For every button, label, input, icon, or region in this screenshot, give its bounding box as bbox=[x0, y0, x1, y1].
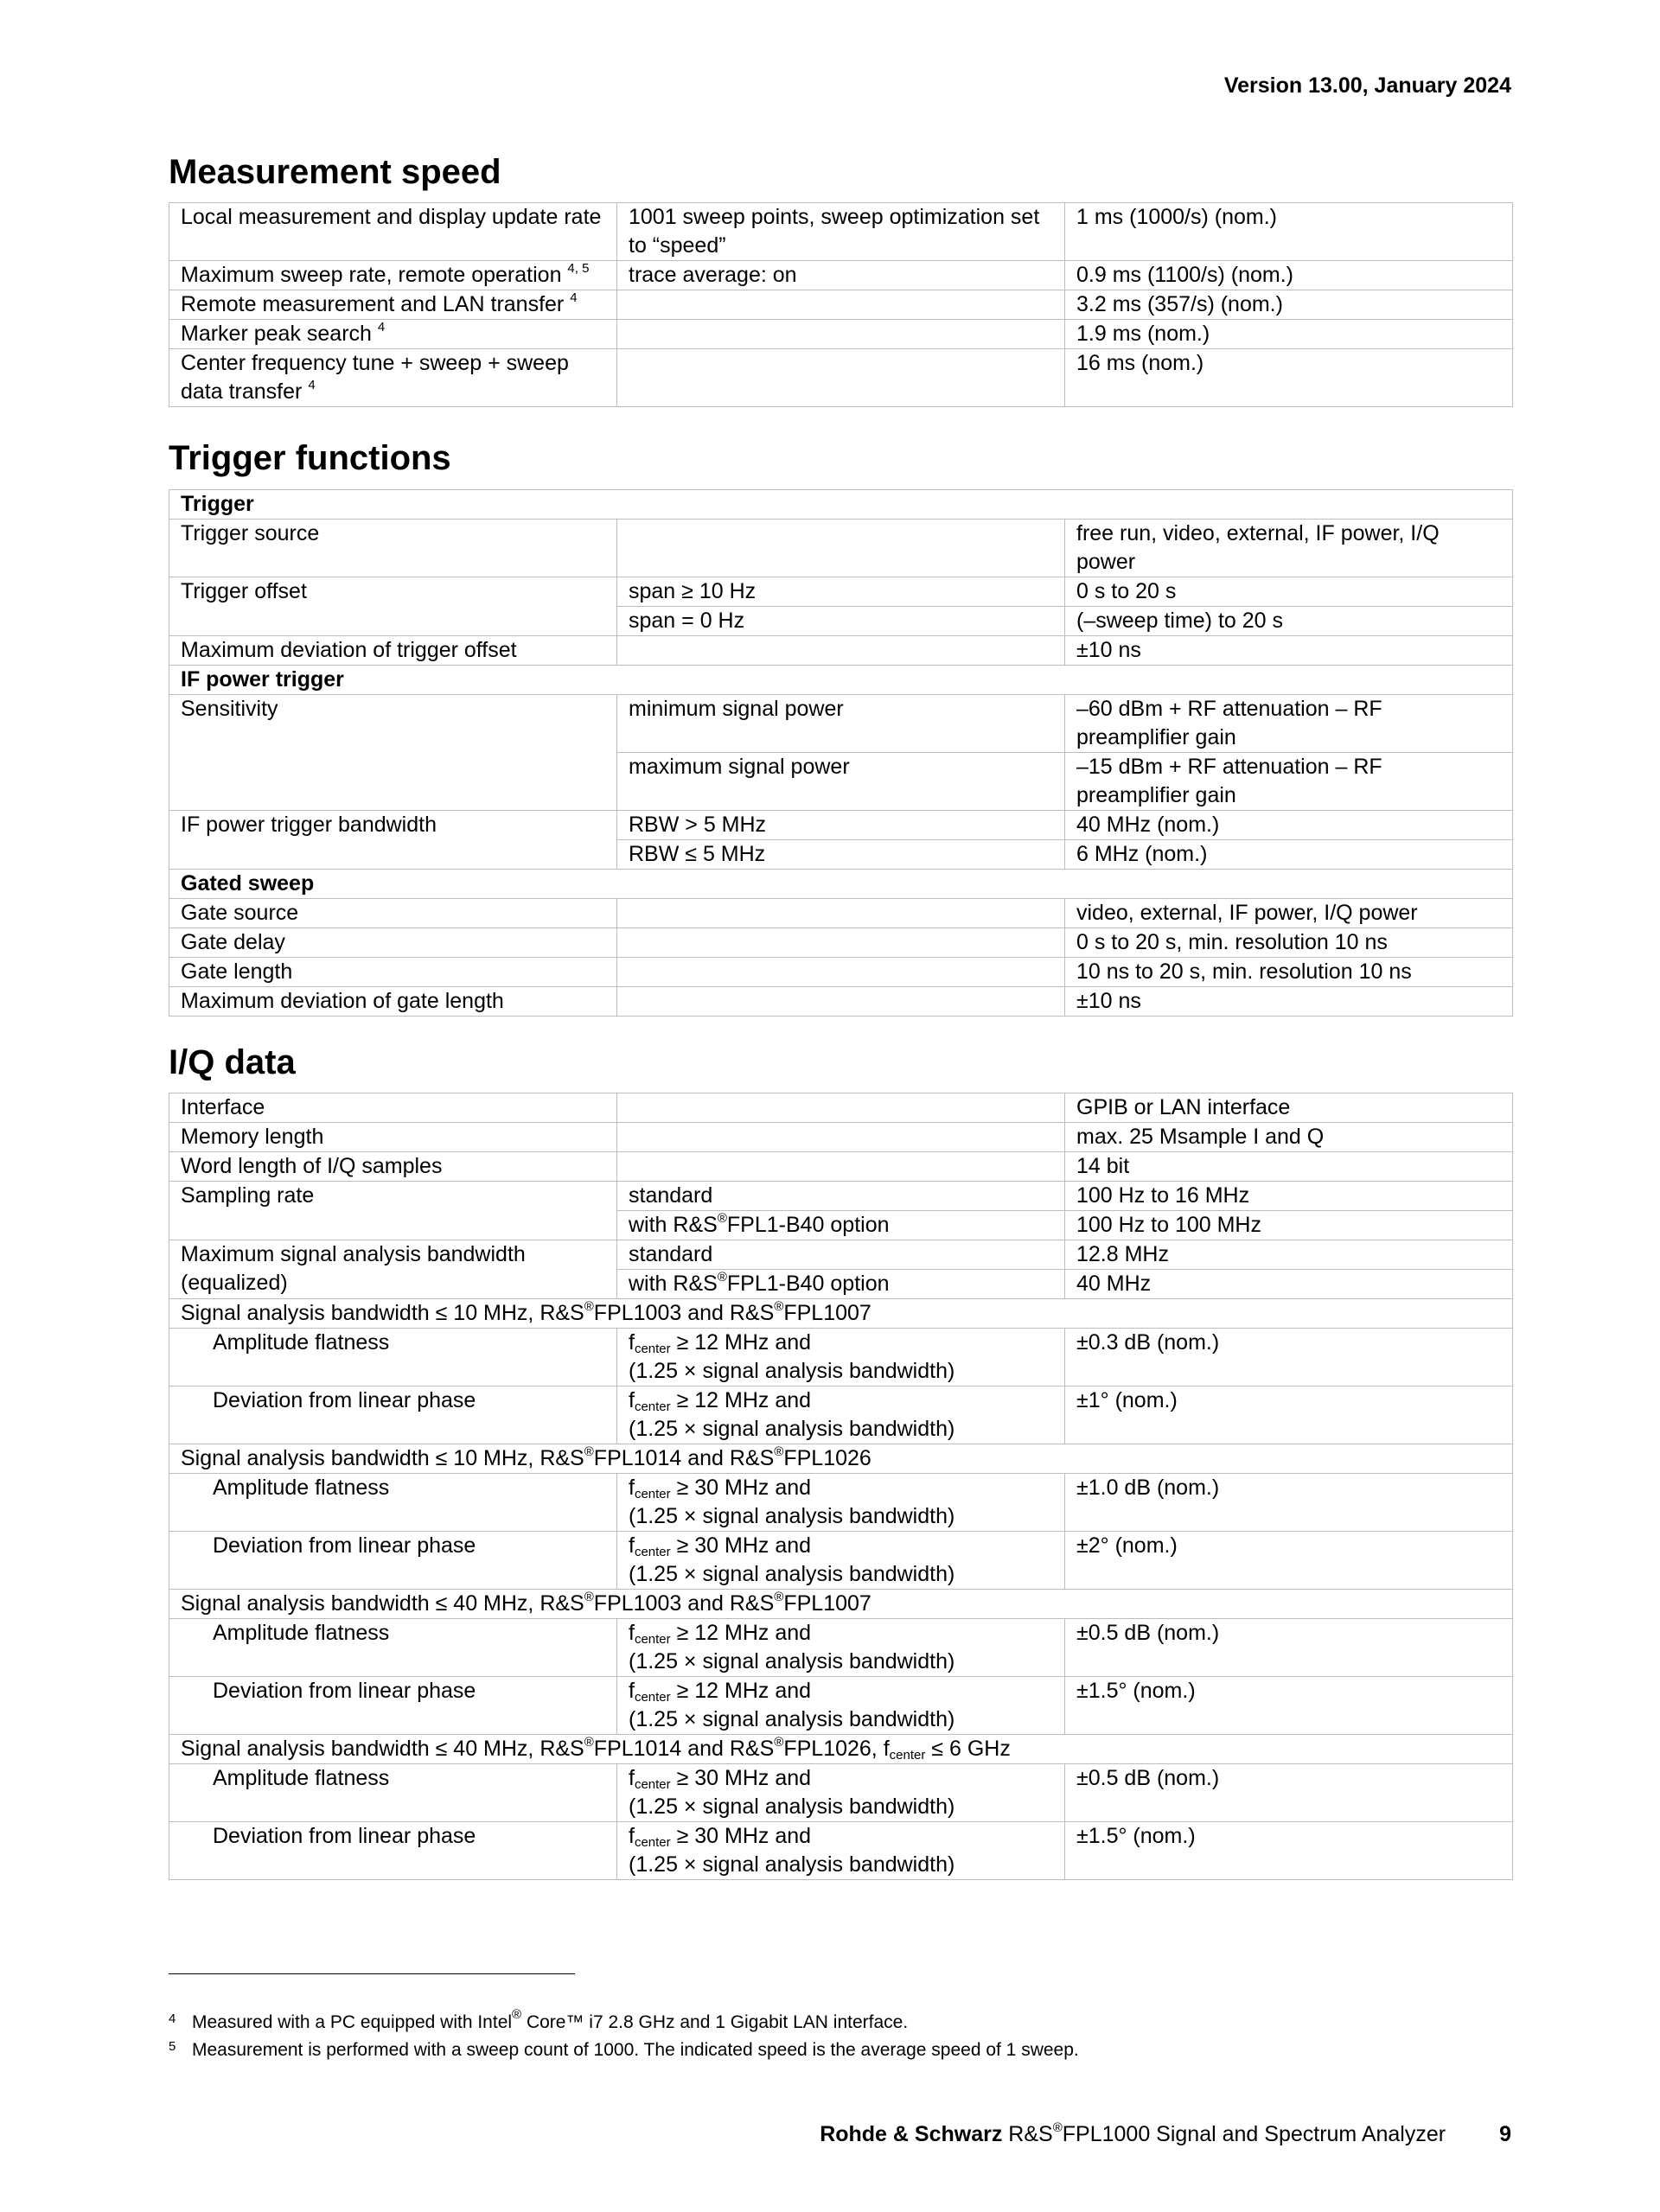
subscript: center bbox=[634, 1487, 671, 1501]
cell-label: Sampling rate bbox=[169, 1182, 617, 1240]
footnote-text: Core™ i7 2.8 GHz and 1 Gigabit LAN interface. bbox=[521, 2012, 909, 2032]
cell-label: Amplitude flatness bbox=[169, 1474, 617, 1532]
cond-text: f bbox=[629, 1476, 635, 1500]
table-row bbox=[169, 1474, 1513, 1532]
section-title-measurement-speed: Measurement speed bbox=[169, 153, 501, 191]
cond-text: FPL1-B40 option bbox=[726, 1272, 890, 1296]
cell-condition bbox=[617, 1474, 1065, 1532]
cell-value: 1 ms (1000/s) (nom.) bbox=[1065, 203, 1513, 261]
cell-value: 0 s to 20 s, min. resolution 10 ns bbox=[1065, 928, 1513, 958]
table-row bbox=[169, 987, 1513, 1017]
table-row bbox=[169, 1299, 1513, 1329]
cell-label: Deviation from linear phase bbox=[169, 1386, 617, 1444]
cell-value: 1.9 ms (nom.) bbox=[1065, 320, 1513, 349]
section-title-iq-data: I/Q data bbox=[169, 1043, 296, 1081]
head-text: Signal analysis bandwidth ≤ 40 MHz, R&S bbox=[181, 1737, 584, 1761]
subscript: center bbox=[634, 1690, 671, 1705]
cell-label: Word length of I/Q samples bbox=[169, 1152, 617, 1182]
table-row bbox=[169, 290, 1513, 320]
cell-value: 0 s to 20 s bbox=[1065, 577, 1513, 607]
cell-value: –15 dBm + RF attenuation – RF preamplifier gain bbox=[1065, 753, 1513, 811]
registered-mark: ® bbox=[512, 2007, 522, 2022]
cond-text: ≥ 12 MHz and bbox=[670, 1679, 812, 1703]
footnote-divider bbox=[169, 1973, 575, 1974]
cell-value: 6 MHz (nom.) bbox=[1065, 840, 1513, 870]
cell-label: Gate source bbox=[169, 899, 617, 928]
cond-text: f bbox=[629, 1533, 635, 1558]
cond-text: (1.25 × signal analysis bandwidth) bbox=[629, 1707, 955, 1731]
registered-mark: ® bbox=[1052, 2120, 1063, 2135]
head-text: Signal analysis bandwidth ≤ 40 MHz, R&S bbox=[181, 1591, 584, 1616]
registered-mark: ® bbox=[774, 1590, 784, 1604]
cell-value: max. 25 Msample I and Q bbox=[1065, 1123, 1513, 1152]
footnote-number: 5 bbox=[169, 2039, 176, 2054]
table-row bbox=[169, 811, 1513, 840]
cell-condition bbox=[617, 520, 1065, 577]
table-row bbox=[169, 899, 1513, 928]
cell-condition: standard bbox=[617, 1240, 1065, 1270]
registered-mark: ® bbox=[717, 1211, 727, 1226]
label-text: Marker peak search bbox=[181, 322, 372, 346]
cell-label: Deviation from linear phase bbox=[169, 1532, 617, 1590]
cell-value: ±1.5° (nom.) bbox=[1065, 1822, 1513, 1880]
cell-value: ±10 ns bbox=[1065, 987, 1513, 1017]
cell-value: ±2° (nom.) bbox=[1065, 1532, 1513, 1590]
table-row bbox=[169, 870, 1513, 899]
cell-condition: 1001 sweep points, sweep optimization set to “speed” bbox=[617, 203, 1065, 261]
cell-condition: span = 0 Hz bbox=[617, 607, 1065, 636]
section-title-trigger-functions: Trigger functions bbox=[169, 439, 451, 477]
cond-text: with R&S bbox=[629, 1213, 718, 1237]
group-header-gated-sweep: Gated sweep bbox=[169, 870, 1513, 899]
table-row bbox=[169, 1822, 1513, 1880]
cell-value: ±0.5 dB (nom.) bbox=[1065, 1764, 1513, 1822]
footnote-ref: 4 bbox=[377, 320, 386, 335]
cell-condition bbox=[617, 1123, 1065, 1152]
cell-label: Trigger offset bbox=[169, 577, 617, 636]
footer-brand: Rohde & Schwarz bbox=[820, 2122, 1003, 2146]
cond-text: f bbox=[629, 1824, 635, 1848]
table-row bbox=[169, 1093, 1513, 1123]
cell-condition: span ≥ 10 Hz bbox=[617, 577, 1065, 607]
cell-value: GPIB or LAN interface bbox=[1065, 1093, 1513, 1123]
cell-condition bbox=[617, 1822, 1065, 1880]
cell-value: (–sweep time) to 20 s bbox=[1065, 607, 1513, 636]
cell-condition bbox=[617, 1270, 1065, 1299]
cell-value: ±0.3 dB (nom.) bbox=[1065, 1329, 1513, 1386]
cond-text: with R&S bbox=[629, 1272, 718, 1296]
group-header-trigger: Trigger bbox=[169, 490, 1513, 520]
cond-text: (1.25 × signal analysis bandwidth) bbox=[629, 1649, 955, 1673]
footnote-number: 4 bbox=[169, 2011, 176, 2026]
cell-condition: trace average: on bbox=[617, 261, 1065, 290]
cell-condition: RBW > 5 MHz bbox=[617, 811, 1065, 840]
cell-value: 14 bit bbox=[1065, 1152, 1513, 1182]
cond-text: f bbox=[629, 1679, 635, 1703]
cell-value: 10 ns to 20 s, min. resolution 10 ns bbox=[1065, 958, 1513, 987]
subscript: center bbox=[634, 1835, 671, 1850]
footer-product: FPL1000 Signal and Spectrum Analyzer bbox=[1062, 2122, 1446, 2146]
table-row bbox=[169, 1182, 1513, 1211]
head-text: FPL1026 bbox=[783, 1446, 872, 1470]
cond-text: ≥ 12 MHz and bbox=[670, 1330, 812, 1355]
table-row bbox=[169, 1329, 1513, 1386]
cell-condition bbox=[617, 290, 1065, 320]
cell-condition bbox=[617, 987, 1065, 1017]
cell-condition bbox=[617, 1093, 1065, 1123]
head-text: FPL1003 and R&S bbox=[593, 1301, 775, 1325]
cond-text: (1.25 × signal analysis bandwidth) bbox=[629, 1504, 955, 1528]
table-row bbox=[169, 958, 1513, 987]
cell-value: 12.8 MHz bbox=[1065, 1240, 1513, 1270]
table-row bbox=[169, 577, 1513, 607]
table-row bbox=[169, 203, 1513, 261]
table-row bbox=[169, 1677, 1513, 1735]
cell-label: Maximum signal analysis bandwidth (equalized) bbox=[169, 1240, 617, 1299]
cell-label: Sensitivity bbox=[169, 695, 617, 811]
label-text: Remote measurement and LAN transfer bbox=[181, 292, 565, 316]
head-text: FPL1014 and R&S bbox=[593, 1737, 775, 1761]
footnote-ref: 4, 5 bbox=[567, 261, 590, 276]
cell-condition bbox=[617, 928, 1065, 958]
registered-mark: ® bbox=[584, 1444, 594, 1459]
cell-condition: maximum signal power bbox=[617, 753, 1065, 811]
head-text: ≤ 6 GHz bbox=[925, 1737, 1011, 1761]
cell-label: Gate length bbox=[169, 958, 617, 987]
trigger-functions-table bbox=[169, 489, 1513, 1017]
version-header: Version 13.00, January 2024 bbox=[1223, 73, 1511, 98]
table-row bbox=[169, 695, 1513, 753]
footnote-text: Measurement is performed with a sweep count of 1000. The indicated speed is the average speed of 1 sweep. bbox=[192, 2040, 1079, 2060]
cell-condition bbox=[617, 1677, 1065, 1735]
cell-condition bbox=[617, 1764, 1065, 1822]
table-row bbox=[169, 636, 1513, 666]
cond-text: (1.25 × signal analysis bandwidth) bbox=[629, 1562, 955, 1586]
registered-mark: ® bbox=[584, 1590, 594, 1604]
cell-condition bbox=[617, 1619, 1065, 1677]
table-row bbox=[169, 666, 1513, 695]
table-row bbox=[169, 1444, 1513, 1474]
cell-label: Interface bbox=[169, 1093, 617, 1123]
cell-condition bbox=[617, 958, 1065, 987]
footnote-text: Measured with a PC equipped with Intel bbox=[192, 2012, 513, 2032]
cell-label: Deviation from linear phase bbox=[169, 1822, 617, 1880]
cell-label bbox=[169, 261, 617, 290]
footnote-ref: 4 bbox=[308, 378, 316, 392]
cond-text: (1.25 × signal analysis bandwidth) bbox=[629, 1417, 955, 1441]
subscript: center bbox=[634, 1545, 671, 1559]
cell-label bbox=[169, 349, 617, 407]
cell-label: Amplitude flatness bbox=[169, 1619, 617, 1677]
page-footer bbox=[820, 2122, 1511, 2147]
cond-text: (1.25 × signal analysis bandwidth) bbox=[629, 1359, 955, 1383]
cell-value: free run, video, external, IF power, I/Q power bbox=[1065, 520, 1513, 577]
cond-text: (1.25 × signal analysis bandwidth) bbox=[629, 1794, 955, 1819]
table-row bbox=[169, 928, 1513, 958]
label-text: Center frequency tune + sweep + sweep data transfer bbox=[181, 351, 569, 404]
cond-text: (1.25 × signal analysis bandwidth) bbox=[629, 1852, 955, 1877]
cell-condition bbox=[617, 320, 1065, 349]
cell-condition bbox=[617, 636, 1065, 666]
table-row bbox=[169, 1152, 1513, 1182]
table-row bbox=[169, 1619, 1513, 1677]
head-text: FPL1014 and R&S bbox=[593, 1446, 775, 1470]
footnote-4 bbox=[169, 2007, 909, 2033]
table-row bbox=[169, 261, 1513, 290]
measurement-speed-table bbox=[169, 202, 1513, 407]
head-text: Signal analysis bandwidth ≤ 10 MHz, R&S bbox=[181, 1446, 584, 1470]
subscript: center bbox=[634, 1342, 671, 1356]
footnote-ref: 4 bbox=[570, 290, 578, 305]
cell-label bbox=[169, 320, 617, 349]
cell-condition bbox=[617, 1532, 1065, 1590]
cell-value: ±1° (nom.) bbox=[1065, 1386, 1513, 1444]
cond-text: f bbox=[629, 1621, 635, 1645]
cond-text: ≥ 30 MHz and bbox=[670, 1533, 812, 1558]
table-row bbox=[169, 1532, 1513, 1590]
cell-label: Trigger source bbox=[169, 520, 617, 577]
table-row bbox=[169, 1735, 1513, 1764]
cell-condition bbox=[617, 1386, 1065, 1444]
table-row bbox=[169, 1590, 1513, 1619]
footer-product: R&S bbox=[1002, 2122, 1053, 2146]
cell-condition bbox=[617, 349, 1065, 407]
cell-value: ±1.0 dB (nom.) bbox=[1065, 1474, 1513, 1532]
cell-condition: RBW ≤ 5 MHz bbox=[617, 840, 1065, 870]
cell-value: 3.2 ms (357/s) (nom.) bbox=[1065, 290, 1513, 320]
cell-label: Amplitude flatness bbox=[169, 1329, 617, 1386]
group-header-bandwidth bbox=[169, 1590, 1513, 1619]
table-row bbox=[169, 1386, 1513, 1444]
cell-label: IF power trigger bandwidth bbox=[169, 811, 617, 870]
cell-value: 100 Hz to 16 MHz bbox=[1065, 1182, 1513, 1211]
table-row bbox=[169, 1764, 1513, 1822]
cell-label: Gate delay bbox=[169, 928, 617, 958]
cell-value: ±1.5° (nom.) bbox=[1065, 1677, 1513, 1735]
cell-value: video, external, IF power, I/Q power bbox=[1065, 899, 1513, 928]
group-header-if-power-trigger: IF power trigger bbox=[169, 666, 1513, 695]
group-header-bandwidth bbox=[169, 1444, 1513, 1474]
cell-label: Deviation from linear phase bbox=[169, 1677, 617, 1735]
head-text: FPL1007 bbox=[783, 1301, 872, 1325]
cond-text: f bbox=[629, 1330, 635, 1355]
head-text: FPL1007 bbox=[783, 1591, 872, 1616]
cell-condition: minimum signal power bbox=[617, 695, 1065, 753]
label-text: Maximum sweep rate, remote operation bbox=[181, 263, 562, 287]
registered-mark: ® bbox=[584, 1735, 594, 1750]
registered-mark: ® bbox=[717, 1270, 727, 1284]
footnote-5 bbox=[169, 2039, 1079, 2061]
cond-text: ≥ 30 MHz and bbox=[670, 1476, 812, 1500]
cell-value: 40 MHz bbox=[1065, 1270, 1513, 1299]
registered-mark: ® bbox=[774, 1735, 784, 1750]
cell-value: 100 Hz to 100 MHz bbox=[1065, 1211, 1513, 1240]
table-row bbox=[169, 490, 1513, 520]
cell-value: ±10 ns bbox=[1065, 636, 1513, 666]
cell-condition: standard bbox=[617, 1182, 1065, 1211]
cell-value: ±0.5 dB (nom.) bbox=[1065, 1619, 1513, 1677]
group-header-bandwidth bbox=[169, 1299, 1513, 1329]
page-number: 9 bbox=[1499, 2122, 1511, 2146]
cond-text: FPL1-B40 option bbox=[726, 1213, 890, 1237]
cell-label: Amplitude flatness bbox=[169, 1764, 617, 1822]
table-row bbox=[169, 320, 1513, 349]
cell-label: Maximum deviation of trigger offset bbox=[169, 636, 617, 666]
cond-text: ≥ 12 MHz and bbox=[670, 1388, 812, 1412]
table-row bbox=[169, 1240, 1513, 1270]
registered-mark: ® bbox=[774, 1299, 784, 1314]
cond-text: ≥ 30 MHz and bbox=[670, 1766, 812, 1790]
cell-label bbox=[169, 290, 617, 320]
cond-text: ≥ 12 MHz and bbox=[670, 1621, 812, 1645]
subscript: center bbox=[634, 1399, 671, 1414]
cell-value: –60 dBm + RF attenuation – RF preamplifier gain bbox=[1065, 695, 1513, 753]
cell-condition bbox=[617, 1152, 1065, 1182]
registered-mark: ® bbox=[584, 1299, 594, 1314]
cell-condition bbox=[617, 899, 1065, 928]
registered-mark: ® bbox=[774, 1444, 784, 1459]
cell-value: 16 ms (nom.) bbox=[1065, 349, 1513, 407]
subscript: center bbox=[634, 1777, 671, 1792]
cell-value: 0.9 ms (1100/s) (nom.) bbox=[1065, 261, 1513, 290]
cell-label: Memory length bbox=[169, 1123, 617, 1152]
cell-label: Maximum deviation of gate length bbox=[169, 987, 617, 1017]
cond-text: f bbox=[629, 1388, 635, 1412]
subscript: center bbox=[634, 1632, 671, 1647]
table-row bbox=[169, 520, 1513, 577]
group-header-bandwidth bbox=[169, 1735, 1513, 1764]
table-row bbox=[169, 349, 1513, 407]
cell-condition bbox=[617, 1211, 1065, 1240]
table-row bbox=[169, 1123, 1513, 1152]
cell-label: Local measurement and display update rate bbox=[169, 203, 617, 261]
cond-text: ≥ 30 MHz and bbox=[670, 1824, 812, 1848]
head-text: FPL1003 and R&S bbox=[593, 1591, 775, 1616]
cell-condition bbox=[617, 1329, 1065, 1386]
head-text: FPL1026, f bbox=[783, 1737, 890, 1761]
iq-data-table bbox=[169, 1093, 1513, 1880]
subscript: center bbox=[889, 1748, 926, 1763]
cell-value: 40 MHz (nom.) bbox=[1065, 811, 1513, 840]
cond-text: f bbox=[629, 1766, 635, 1790]
head-text: Signal analysis bandwidth ≤ 10 MHz, R&S bbox=[181, 1301, 584, 1325]
